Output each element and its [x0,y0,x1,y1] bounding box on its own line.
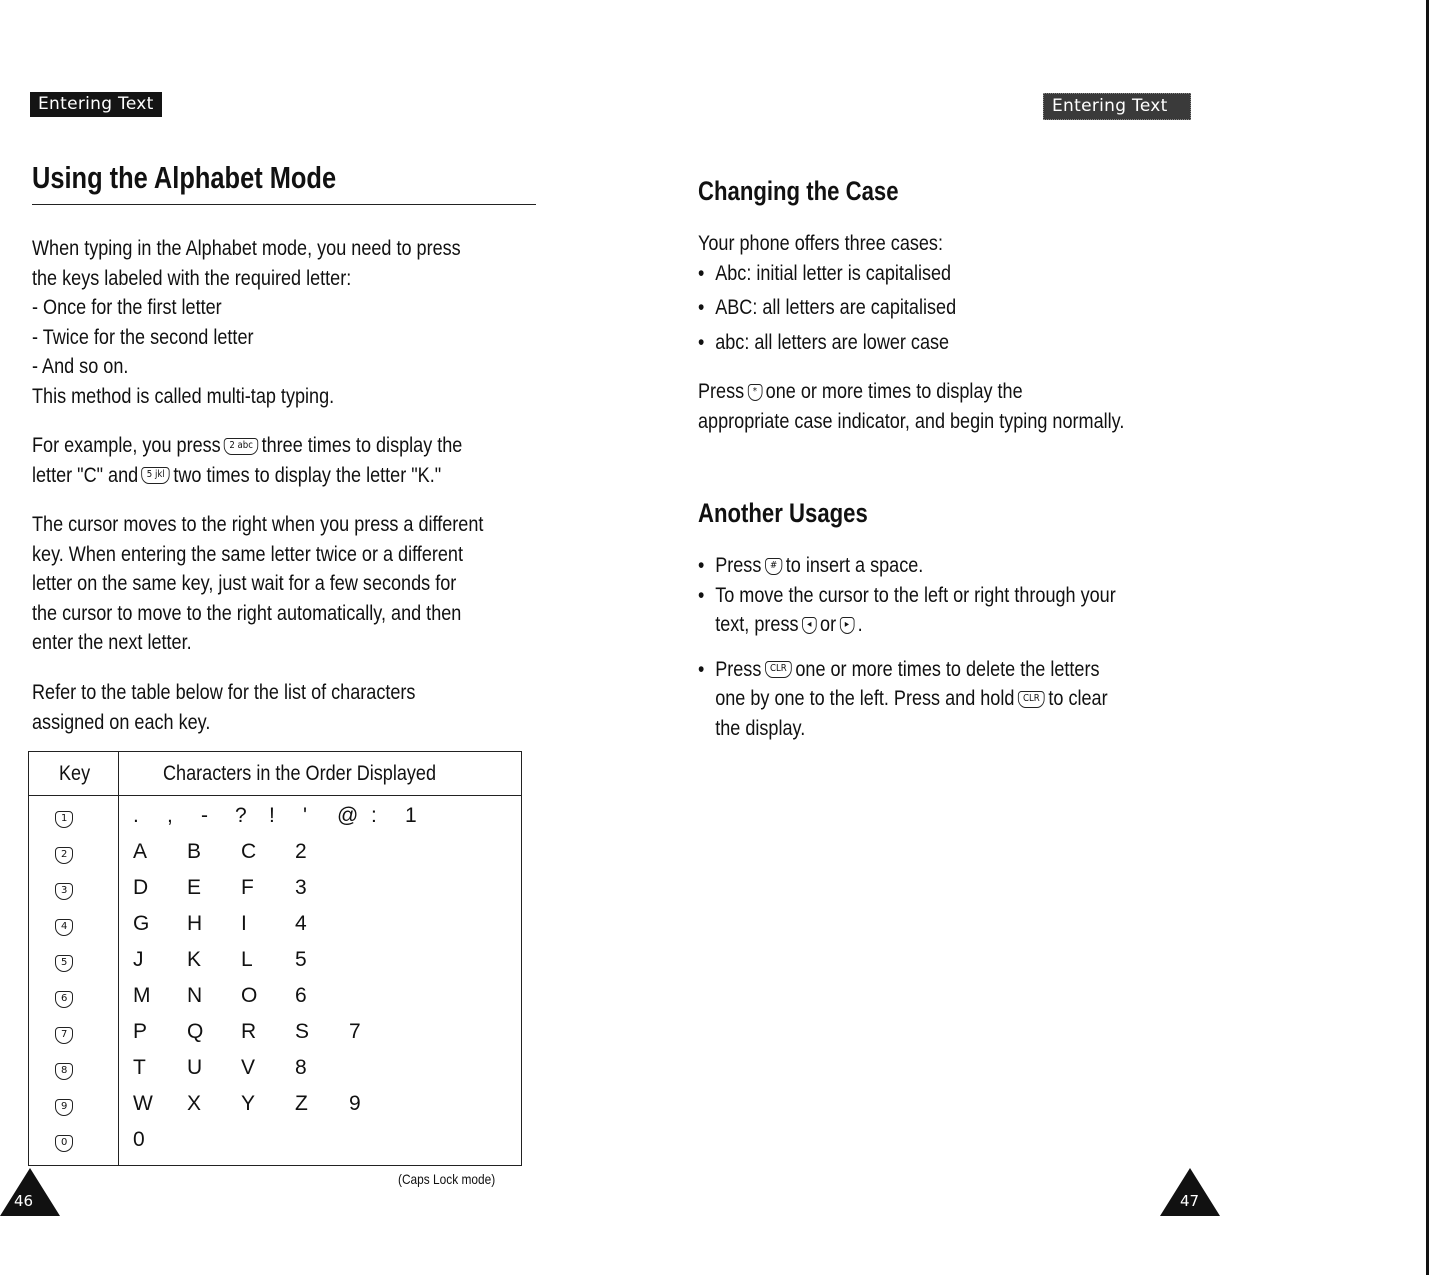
press-text: Press [698,380,745,403]
table-header-chars: Characters in the Order Displayed [163,762,437,785]
character-table [28,751,522,1166]
table-char: P [133,1020,148,1043]
table-char: @ [337,804,359,827]
table-char: 5 [295,948,307,971]
table-char: T [133,1056,146,1079]
table-char: Y [241,1092,256,1115]
key-5-icon: 5 jkl [142,467,170,484]
left-nav-key-icon: ◂ [802,617,817,634]
usage-item [698,551,1116,581]
table-char: Q [187,1020,204,1043]
table-char: R [241,1020,257,1043]
refer-line: assigned on each key. [32,710,211,734]
table-char: X [187,1092,202,1115]
clr-key-icon: CLR [1018,691,1045,708]
table-char: J [133,948,144,971]
press-text: appropriate case indicator, and begin typing normally. [698,409,1125,433]
cursor-line: enter the next letter. [32,631,192,654]
usage-text: Press [715,657,762,681]
table-char: 0 [133,1128,145,1151]
example-text: For example, you press [32,434,221,457]
example-paragraph [32,431,462,490]
table-caption: (Caps Lock mode) [398,1171,496,1187]
intro-line: When typing in the Alphabet mode, you need to press [32,237,461,260]
usage-text: to insert a space. [785,554,924,577]
section-tag-right: Entering Text [1043,93,1191,120]
page-number-right [1160,1168,1220,1216]
table-char: B [187,840,202,863]
intro-paragraph [32,234,461,411]
usage-item [698,655,1116,744]
section-tag-left: Entering Text [30,92,162,117]
table-char: 1 [405,804,417,827]
page-title: Using the Alphabet Mode [32,160,337,195]
refer-line: Refer to the table below for the list of characters [32,681,416,704]
example-text: three times to display the [261,434,463,457]
table-char: V [241,1056,256,1079]
table-char: E [187,876,202,899]
refer-paragraph [32,678,415,737]
key-icon: 4 [55,919,73,936]
usages-list [698,551,1116,758]
usage-text: . [857,613,863,636]
title-rule [32,204,536,205]
table-column-divider [118,752,119,1165]
page-number-text: 46 [14,1192,34,1210]
page-number-text: 47 [1180,1192,1200,1210]
table-char: ' [303,804,308,827]
usage-text: • To move the cursor to the left or right through your [715,583,1116,607]
key-icon: 3 [55,883,73,900]
usage-text: text, press [715,613,799,636]
table-char: ? [235,804,247,827]
key-icon: 9 [55,1099,73,1116]
table-char: : [371,804,377,827]
cursor-line: the cursor to move to the right automatically, and then [32,601,462,625]
usage-text: one or more times to delete the letters [795,657,1100,681]
table-char: I [241,912,247,935]
right-nav-key-icon: ▸ [840,617,855,634]
case-section [698,229,956,357]
case-item: • ABC: all letters are capitalised [698,293,956,323]
key-2-icon: 2 abc [224,438,258,455]
table-char: A [133,840,148,863]
star-key-icon: * [748,384,763,401]
usage-item [698,581,1116,640]
table-char: M [133,984,151,1007]
key-icon: 5 [55,955,73,972]
page-number-left [0,1168,60,1216]
table-char: F [241,876,254,899]
table-header-key: Key [59,762,91,785]
usage-text: one by one to the left. Press and hold [715,687,1015,710]
case-intro: Your phone offers three cases: [698,232,943,255]
table-char: C [241,840,257,863]
table-char: S [295,1020,310,1043]
table-char: D [133,876,149,899]
table-char: 7 [349,1020,361,1043]
usages-heading: Another Usages [698,498,868,528]
table-char: G [133,912,150,935]
table-char: K [187,948,202,971]
table-char: 2 [295,840,307,863]
key-icon: 0 [55,1135,73,1152]
example-text: letter "C" and [32,463,139,487]
press-text: one or more times to display the [765,380,1023,403]
table-char: H [187,912,203,935]
case-item: • Abc: initial letter is capitalised [698,259,956,289]
table-char: 6 [295,984,307,1007]
usage-text: the display. [715,716,806,740]
table-char: Z [295,1092,308,1115]
cursor-line: The cursor moves to the right when you press a different [32,513,484,536]
hash-key-icon: # [765,558,783,575]
table-char: 4 [295,912,307,935]
usage-text: to clear [1048,687,1108,710]
table-char: W [133,1092,153,1115]
cursor-line: key. When entering the same letter twice or a different [32,542,463,566]
intro-line: - Once for the first letter [32,296,222,319]
table-header-divider [29,795,521,796]
key-icon: 6 [55,991,73,1008]
intro-line: - And so on. [32,355,129,378]
intro-line: the keys labeled with the required letter: [32,266,352,290]
table-char: 8 [295,1056,307,1079]
table-char: 3 [295,876,307,899]
cursor-line: letter on the same key, just wait for a few seconds for [32,572,457,595]
table-char: , [167,804,173,827]
case-heading: Changing the Case [698,176,899,206]
table-char: . [133,804,139,827]
usage-text: or [820,613,837,636]
case-item: • abc: all letters are lower case [698,328,956,358]
key-icon: 7 [55,1027,73,1044]
key-icon: 2 [55,847,73,864]
page-edge-line [1426,0,1429,1275]
key-icon: 1 [55,811,73,828]
clr-key-icon: CLR [765,661,792,678]
case-press-paragraph [698,377,1124,436]
usage-text: Press [715,554,762,577]
table-char: - [201,804,208,827]
key-icon: 8 [55,1063,73,1080]
intro-line: - Twice for the second letter [32,325,254,349]
table-char: 9 [349,1092,361,1115]
table-char: L [241,948,253,971]
cursor-paragraph [32,510,483,658]
table-char: U [187,1056,203,1079]
table-char: O [241,984,258,1007]
table-char: ! [269,804,275,827]
example-text: two times to display the letter "K." [173,463,442,487]
table-char: N [187,984,203,1007]
intro-line: This method is called multi-tap typing. [32,384,335,408]
